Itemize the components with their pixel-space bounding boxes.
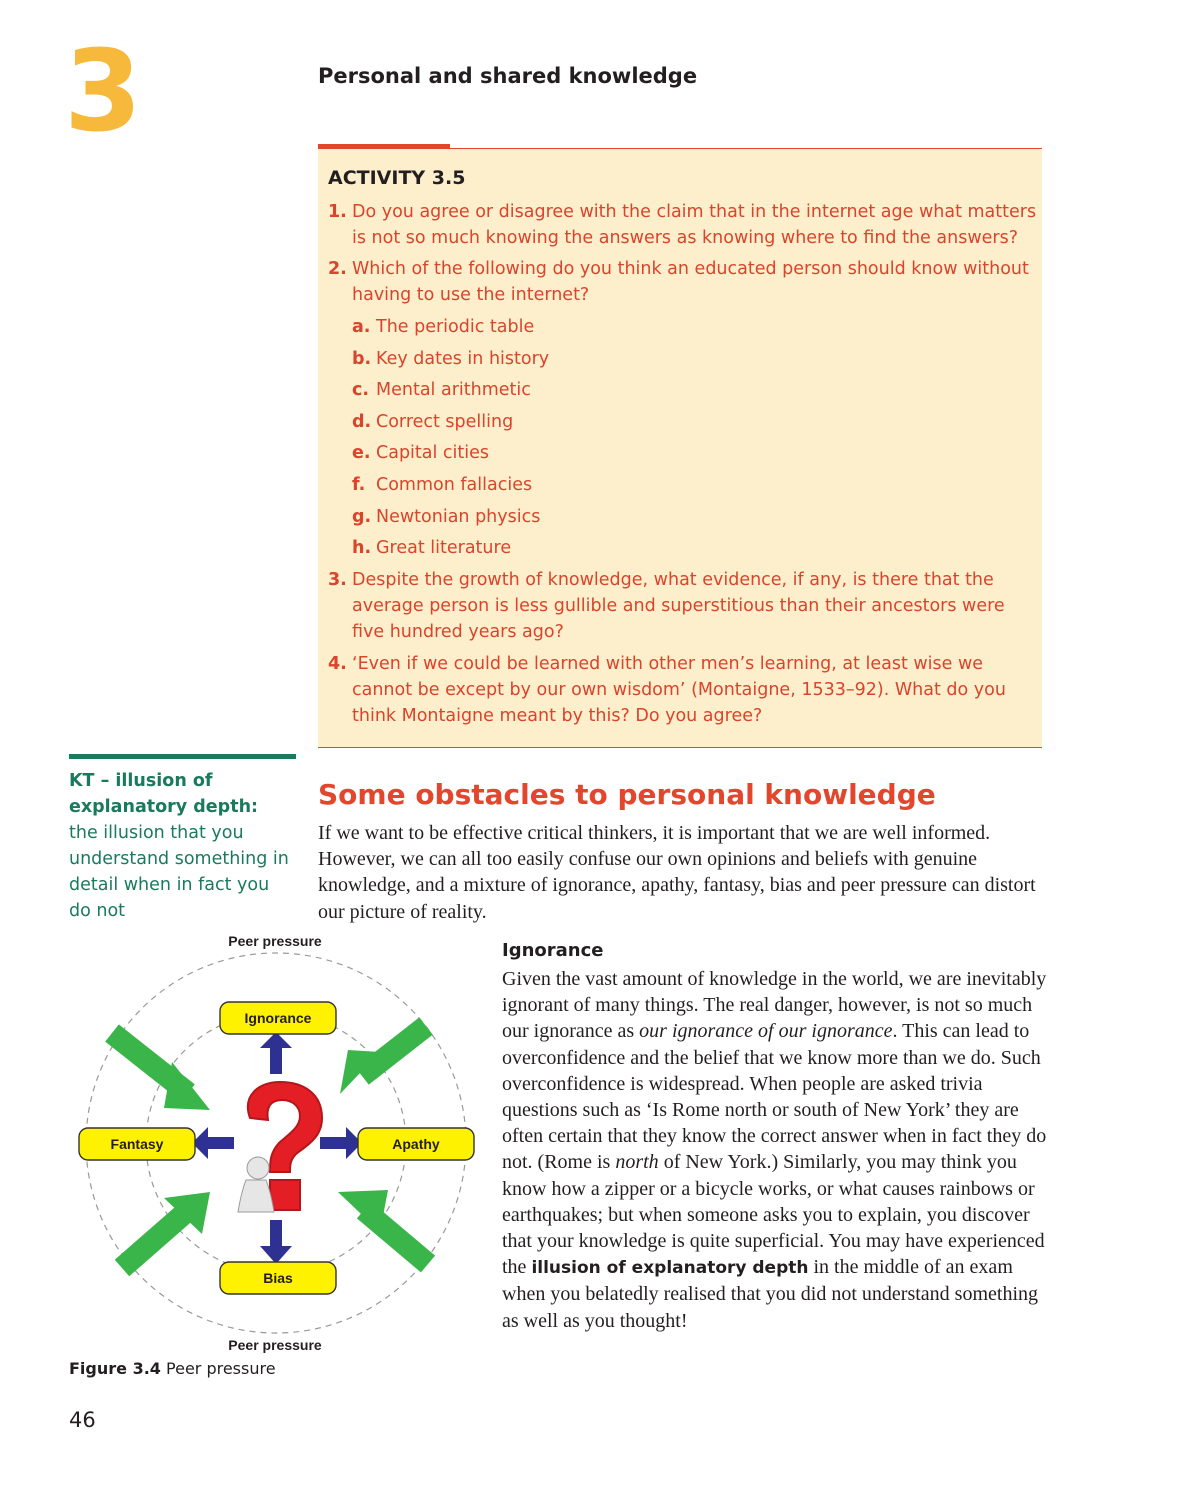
emphasis-text: north [615,1151,659,1174]
bottom-peer-pressure-label: Peer pressure [228,1337,322,1353]
list-item [352,504,540,530]
item-text: Key dates in history [376,349,550,369]
question-text: Which of the following do you think an educated person should know without having to use the internet? [352,259,1029,305]
blue-arrow-right-icon [320,1127,362,1159]
question-text: ‘Even if we could be learned with other men’s learning, at least wise we cannot be except by our own wisdom’ (Montaigne, 1533–92). What do you think Montaigne meant by this? Do you agree? [352,654,1006,726]
emphasis-text: our ignorance of our ignorance [639,1020,893,1043]
question-number: 3. [328,570,347,590]
green-arrow-top-left-icon [112,1033,210,1110]
list-item [352,535,511,561]
question-text: Do you agree or disagree with the claim that in the internet age what matters is not so much knowing the answers as knowing where to find the answers? [352,202,1037,248]
item-text: Mental arithmetic [376,380,531,400]
key-term-definition: the illusion that you understand something in detail when in fact you do not [69,823,289,921]
box-fantasy-label: Fantasy [110,1136,164,1152]
figure-caption-text: Peer pressure [166,1359,276,1378]
peer-pressure-diagram [60,928,490,1358]
blue-arrow-left-icon [192,1127,234,1159]
list-item [352,346,549,372]
item-text: Newtonian physics [376,507,541,527]
intro-paragraph: If we want to be effective critical thinkers, it is important that we are well informed. However, we can all too easily confuse our own opinions and beliefs with genuine knowledge, and a mixture of ignorance, apathy, fantasy, bias and peer pressure can distort our picture of reality. [318,822,1036,923]
question-number: 1. [328,202,347,222]
question-mark-figure-icon [238,1082,322,1212]
list-item [352,314,534,340]
section-heading: Some obstacles to personal knowledge [318,778,936,811]
figure-peer-pressure [60,928,490,1358]
key-term [69,768,289,924]
question-text: Despite the growth of knowledge, what evidence, if any, is there that the average person is less gullible and superstitious than their ancestors were five hundred years ago? [352,570,1005,642]
blue-arrow-up-icon [260,1032,292,1074]
key-term-inline: illusion of explanatory depth [531,1258,809,1279]
box-ignorance-label: Ignorance [244,1010,312,1026]
chapter-number: 3 [64,27,140,157]
paragraph-text: . This can lead to overconfidence and the belief that we know more than we do. Such overconfidence is widespread. When people are asked trivia questions such as ‘Is Rome north or south of New York’ they are often certain that they know the correct answer when in fact they do not. (Rome is [502,1020,1047,1174]
question-number: 2. [328,259,347,279]
green-arrow-bottom-right-icon [338,1190,428,1264]
item-text: The periodic table [376,317,535,337]
page-number: 46 [69,1408,96,1432]
paragraph-text: in the middle of an exam when you belatedly realised that you did not understand something as well as you thought! [502,1256,1038,1332]
ignorance-heading: Ignorance [502,940,604,961]
item-letter: d. [352,412,372,432]
key-term-title: KT – illusion of explanatory depth: [69,771,259,817]
box-bias-label: Bias [263,1270,293,1286]
key-term-rule [69,754,296,759]
list-item [352,409,513,435]
item-letter: f. [352,475,366,495]
activity-title: ACTIVITY 3.5 [328,167,466,189]
item-letter: g. [352,507,372,527]
question-number: 4. [328,654,347,674]
green-arrow-bottom-left-icon [122,1192,210,1268]
figure-caption [69,1359,276,1378]
box-fantasy [79,1128,195,1160]
blue-arrow-down-icon [260,1220,292,1264]
ignorance-paragraph [502,966,1047,1334]
green-arrow-top-right-icon [340,1026,426,1094]
item-text: Correct spelling [376,412,514,432]
activity-box [318,148,1042,748]
item-letter: c. [352,380,370,400]
box-apathy-label: Apathy [392,1136,440,1152]
box-bias [220,1262,336,1294]
running-head: Personal and shared knowledge [318,64,698,88]
box-apathy [358,1128,474,1160]
top-peer-pressure-label: Peer pressure [228,933,322,949]
list-item [352,472,532,498]
item-letter: e. [352,443,371,463]
item-text: Capital cities [376,443,490,463]
item-letter: a. [352,317,371,337]
item-letter: b. [352,349,372,369]
paragraph-text: Given the vast amount of knowledge in the world, we are inevitably ignorant of many things. The real danger, however, is not so much our ignorance as [502,968,1047,1043]
item-text: Common fallacies [376,475,533,495]
paragraph-text: of New York.) Similarly, you may think you know how a zipper or a bicycle works, or what causes rainbows or earthquakes; but when someone asks you to explain, you discover that your knowledge is quite superficial. You may have experienced the [502,1151,1045,1279]
item-letter: h. [352,538,372,558]
item-text: Great literature [376,538,512,558]
activity-tab [318,144,450,149]
figure-caption-label: Figure 3.4 [69,1359,161,1378]
list-item [352,440,489,466]
box-ignorance [220,1002,336,1034]
list-item [352,377,531,403]
